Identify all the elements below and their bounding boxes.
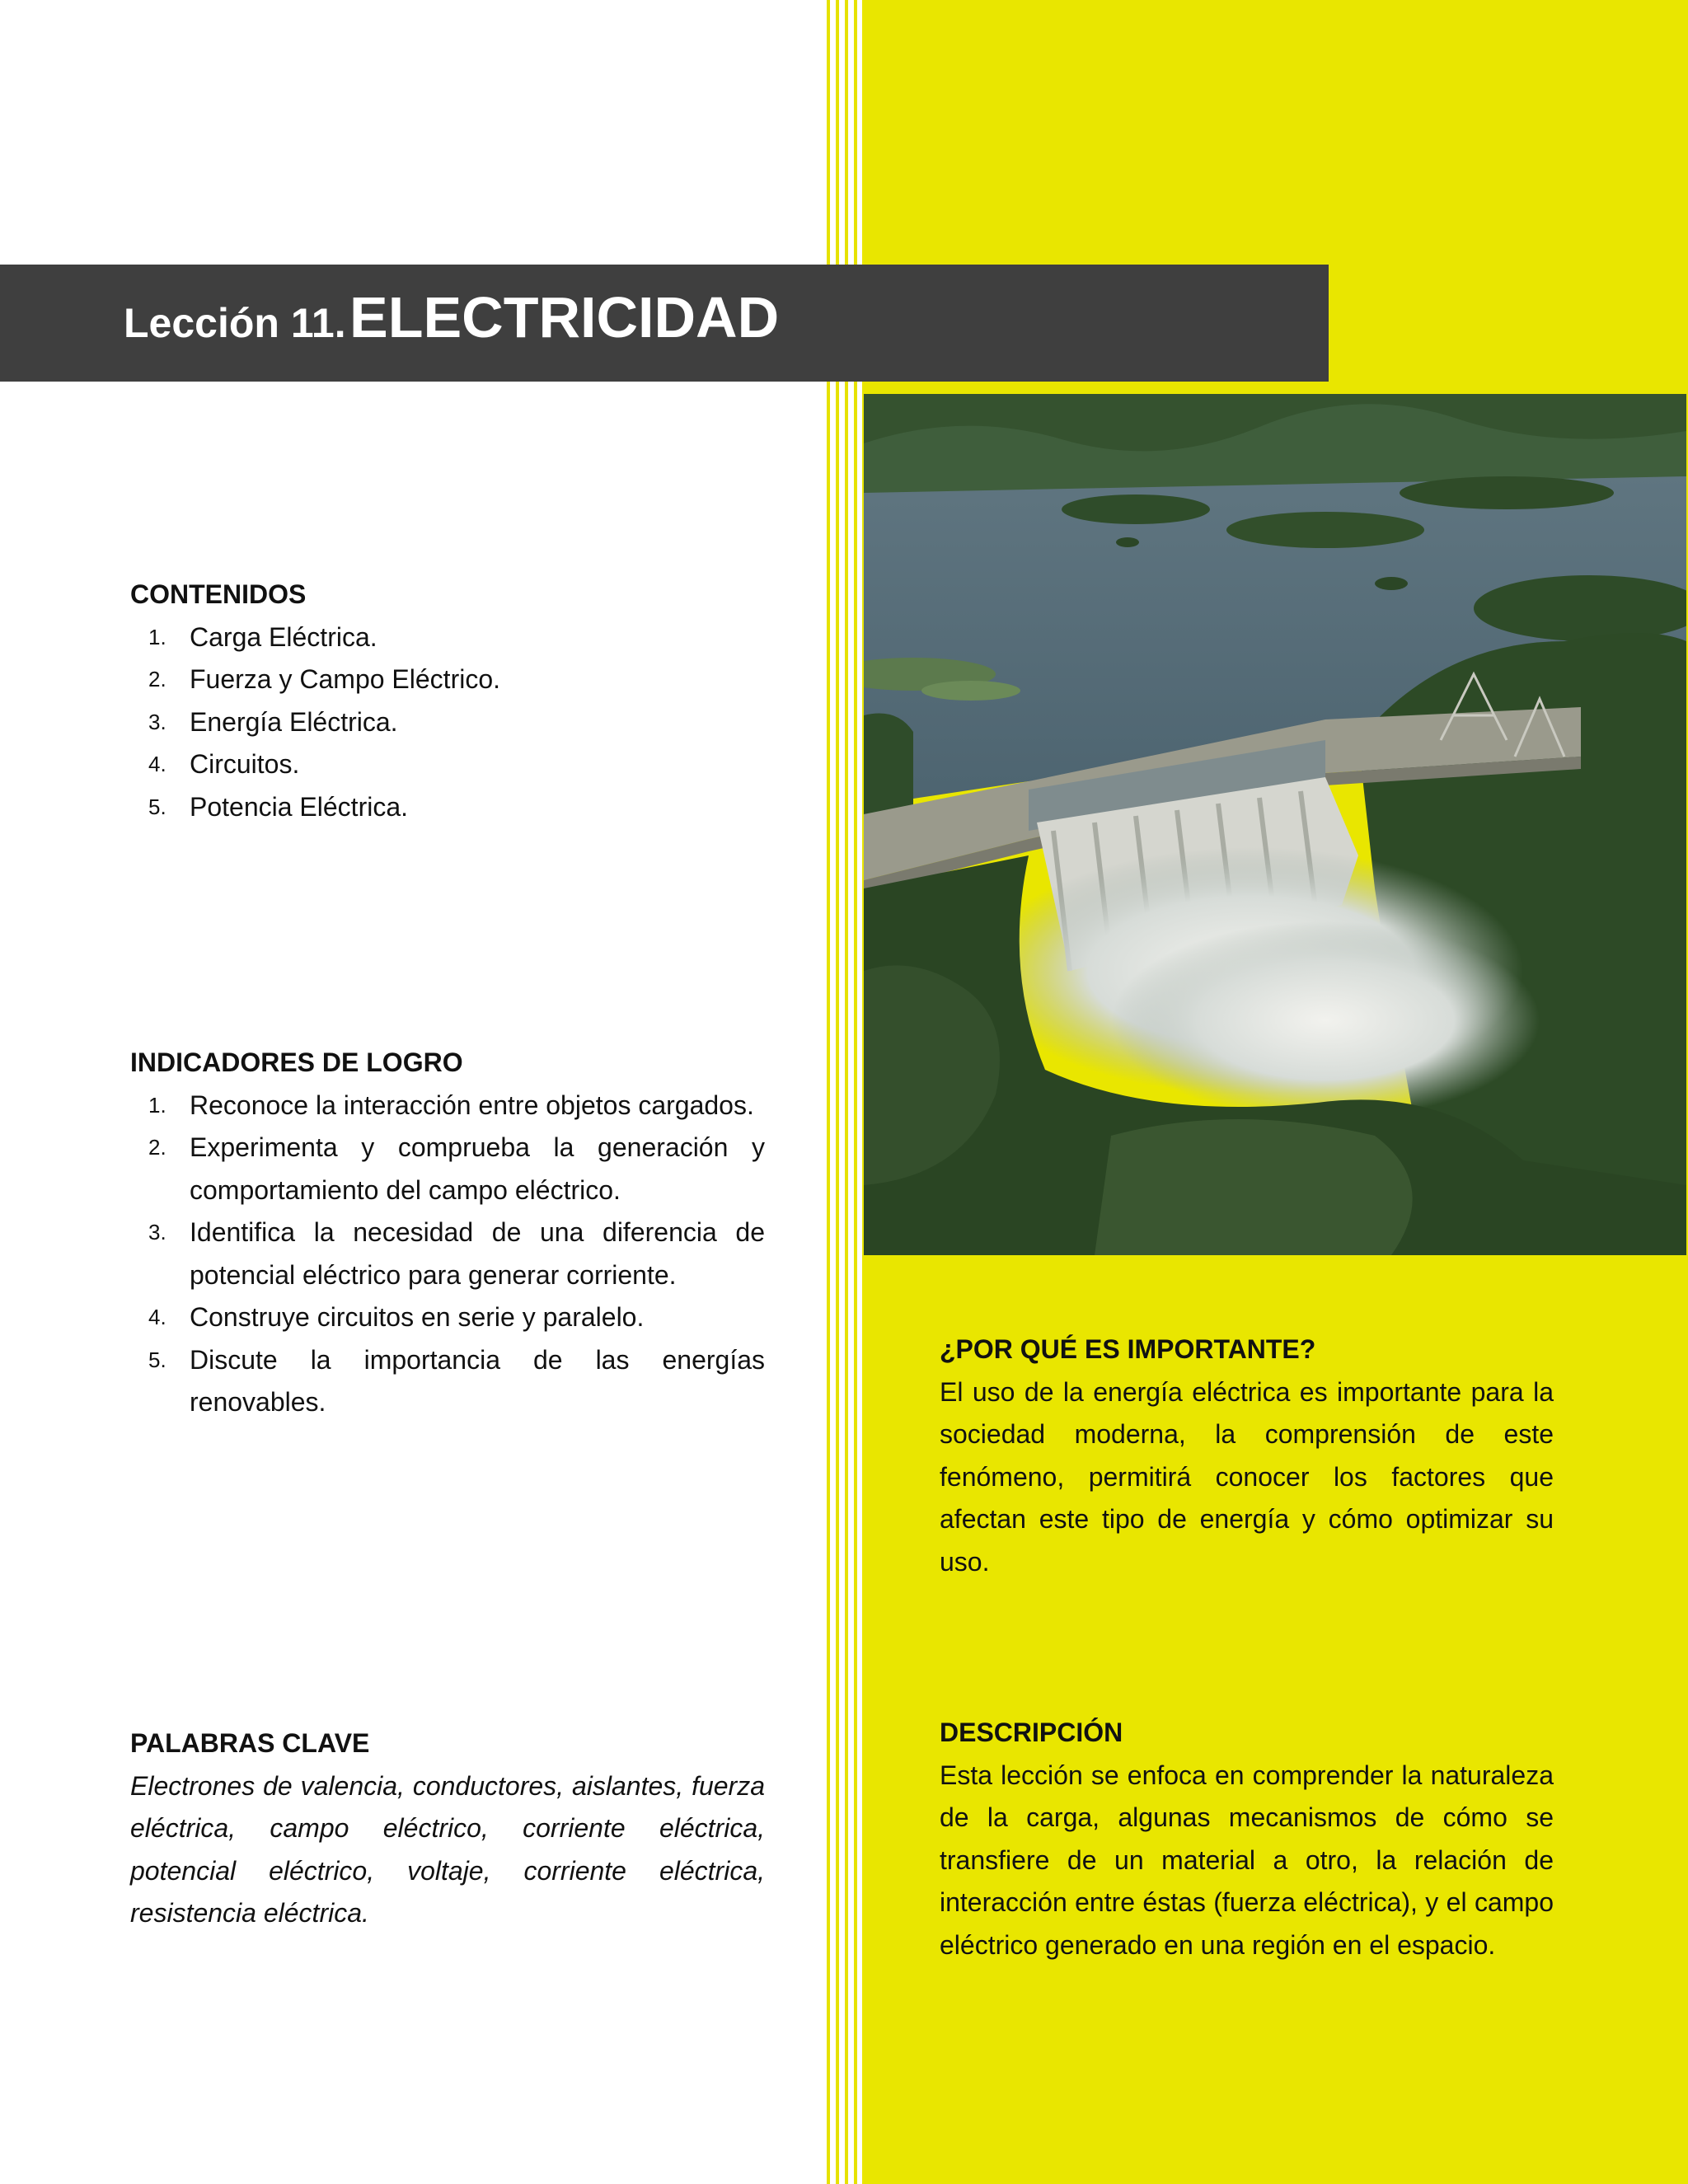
list-item: 5. Potencia Eléctrica. <box>148 791 409 822</box>
palabras-clave-heading: PALABRAS CLAVE <box>130 1728 370 1758</box>
contenidos-section <box>130 574 765 828</box>
contenidos-heading: CONTENIDOS <box>130 579 307 609</box>
descripcion-text: Esta lección se enfoca en comprender la naturaleza de la carga, algunas mecanismos de cómo se transfiere de un material a otro, la relación de interacción entre éstas (fuerza eléctrica), y el campo eléctrico generado en una región en el espacio. <box>940 1760 1554 1960</box>
list-item: 2. Experimenta y comprueba la generación y comportamiento del campo eléctrico. <box>148 1132 765 1205</box>
page-title <box>124 285 780 349</box>
indicadores-list <box>130 1085 765 1424</box>
list-item: 2. Fuerza y Campo Eléctrico. <box>148 664 501 694</box>
indicadores-section <box>130 1042 765 1424</box>
list-item: 4. Circuitos. <box>148 749 300 779</box>
lesson-title: ELECTRICIDAD <box>349 285 780 349</box>
list-item: 3. Energía Eléctrica. <box>148 706 398 737</box>
palabras-clave-section <box>130 1722 765 1935</box>
list-item: 1. Reconoce la interacción entre objetos cargados. <box>148 1090 754 1120</box>
list-item: 5. Discute la importancia de las energías renovables. <box>148 1344 765 1417</box>
indicadores-heading: INDICADORES DE LOGRO <box>130 1047 463 1077</box>
importancia-heading: ¿POR QUÉ ES IMPORTANTE? <box>940 1334 1316 1364</box>
hydroelectric-dam-photo <box>864 394 1686 1255</box>
palabras-clave-text: Electrones de valencia, conductores, aislantes, fuerza eléctrica, campo eléctrico, corriente eléctrica, potencial eléctrico, voltaje, corriente eléctrica, resistencia eléctrica. <box>130 1770 765 1928</box>
descripcion-section <box>940 1712 1554 1966</box>
importancia-text: El uso de la energía eléctrica es importante para la sociedad moderna, la comprensión de este fenómeno, permitirá conocer los factores que afectan este tipo de energía y cómo optimizar su uso. <box>940 1376 1554 1577</box>
list-item: 3. Identifica la necesidad de una diferencia de potencial eléctrico para generar corriente. <box>148 1217 765 1290</box>
contenidos-list <box>130 616 765 829</box>
descripcion-heading: DESCRIPCIÓN <box>940 1718 1123 1747</box>
importancia-section <box>940 1329 1554 1583</box>
lesson-number: Lección 11. <box>124 300 346 346</box>
list-item: 1. Carga Eléctrica. <box>148 621 377 652</box>
list-item: 4. Construye circuitos en serie y paralelo. <box>148 1302 645 1332</box>
